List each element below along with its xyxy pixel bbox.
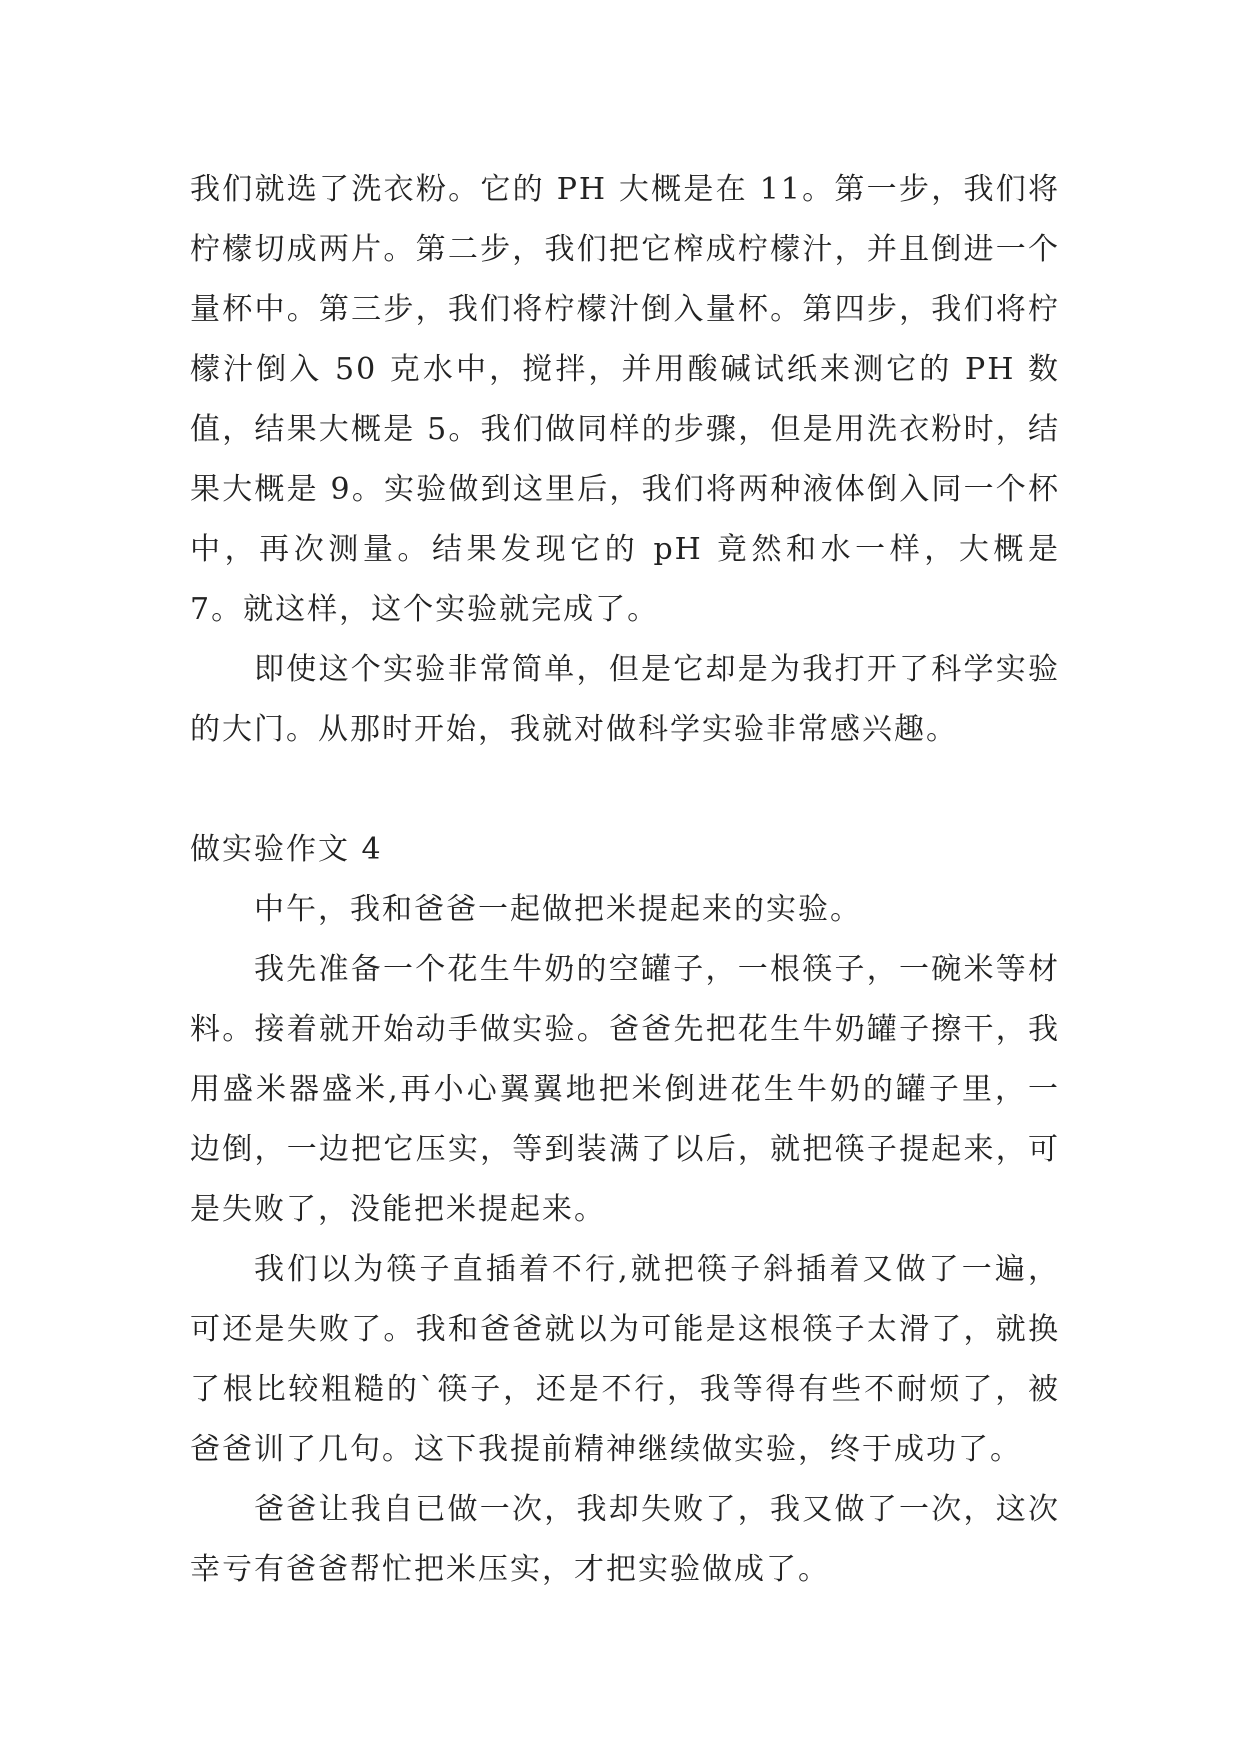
paragraph-retry: 我们以为筷子直插着不行,就把筷子斜插着又做了一遍，可还是失败了。我和爸爸就以为可能是这根筷子太滑了，就换了根比较粗糙的`筷子，还是不行，我等得有些不耐烦了，被爸爸训了几句。这下我提前精神继续做实验，终于成功了。: [190, 1252, 1060, 1467]
paragraph-intro: 中午，我和爸爸一起做把米提起来的实验。: [254, 892, 862, 927]
essay-heading: 做实验作文 4: [190, 832, 383, 867]
paragraph-science-interest: 即使这个实验非常简单，但是它却是为我打开了科学实验的大门。从那时开始，我就对做科学实验非常感兴趣。: [190, 652, 1060, 747]
paragraph-preparation: 我先准备一个花生牛奶的空罐子，一根筷子，一碗米等材料。接着就开始动手做实验。爸爸先把花生牛奶罐子擦干，我用盛米器盛米,再小心翼翼地把米倒进花生牛奶的罐子里，一边倒，一边把它压实，等到装满了以后，就把筷子提起来，可是失败了，没能把米提起来。: [190, 952, 1060, 1227]
text-column: [190, 160, 1060, 1600]
paragraph-ph-experiment: 我们就选了洗衣粉。它的 PH 大概是在 11。第一步，我们将柠檬切成两片。第二步，我们把它榨成柠檬汁，并且倒进一个量杯中。第三步，我们将柠檬汁倒入量杯。第四步，我们将柠檬汁倒入 50 克水中，搅拌，并用酸碱试纸来测它的 PH 数值，结果大概是 5。我们做同样的步骤，但是用洗衣粉时，结果大概是 9。实验做到这里后，我们将两种液体倒入同一个杯中，再次测量。结果发现它的 pH 竟然和水一样，大概是 7。就这样，这个实验就完成了。: [190, 172, 1060, 627]
paragraph-success: 爸爸让我自已做一次，我却失败了，我又做了一次，这次幸亏有爸爸帮忙把米压实，才把实验做成了。: [190, 1492, 1060, 1587]
